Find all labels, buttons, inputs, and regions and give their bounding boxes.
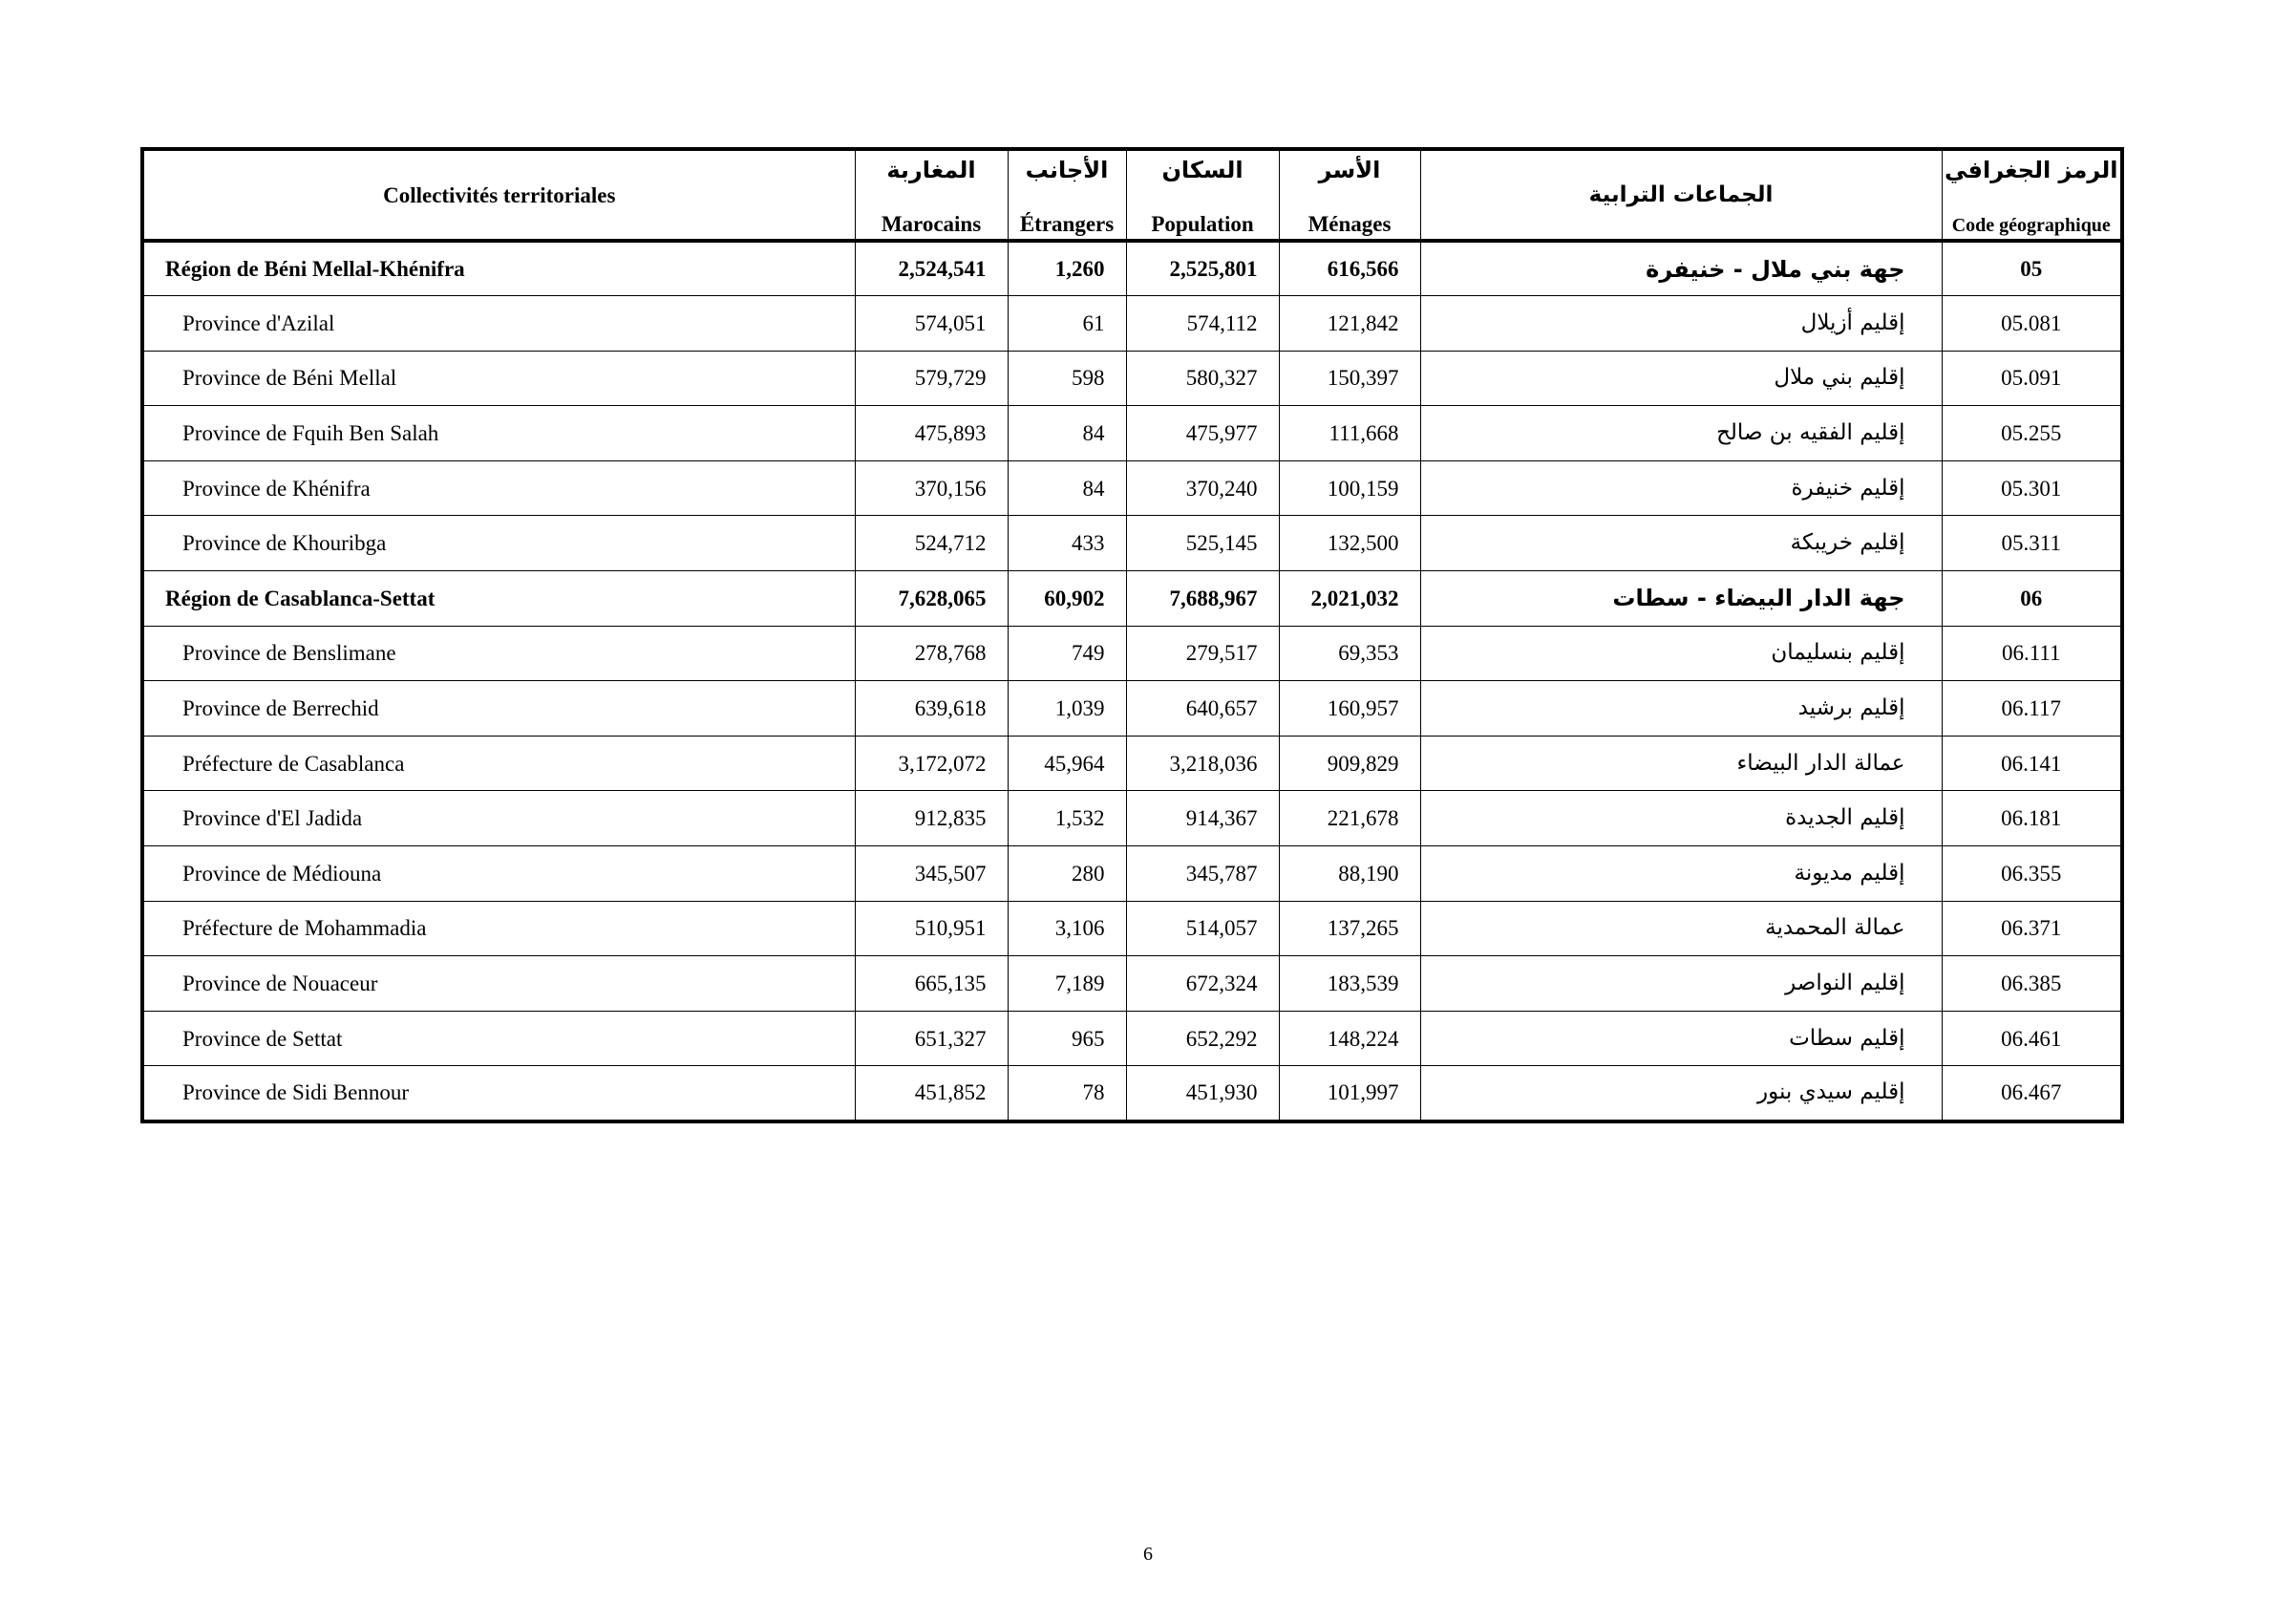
population-table xyxy=(140,147,2124,1123)
cell-marocains: 524,712 xyxy=(855,516,1008,571)
cell-name-ar: إقليم النواصر xyxy=(1420,956,1942,1012)
cell-name-ar: عمالة الدار البيضاء xyxy=(1420,736,1942,791)
cell-menages: 101,997 xyxy=(1279,1066,1420,1121)
header-menages-fr: Ménages xyxy=(1307,212,1392,236)
cell-menages: 69,353 xyxy=(1279,626,1420,681)
cell-code: 06.371 xyxy=(1942,901,2122,956)
cell-name-fr: Province de Berrechid xyxy=(142,681,855,737)
cell-code: 05.255 xyxy=(1942,406,2122,461)
table-row xyxy=(142,1011,2122,1066)
table-row xyxy=(142,296,2122,352)
table-row xyxy=(142,791,2122,846)
cell-population: 451,930 xyxy=(1126,1066,1279,1121)
cell-menages: 2,021,032 xyxy=(1279,571,1420,627)
cell-name-fr: Province de Khouribga xyxy=(142,516,855,571)
header-menages xyxy=(1279,149,1420,241)
cell-code: 06.141 xyxy=(1942,736,2122,791)
table-row xyxy=(142,406,2122,461)
cell-menages: 160,957 xyxy=(1279,681,1420,737)
table-row xyxy=(142,846,2122,902)
header-population-ar: السكان xyxy=(1161,157,1244,183)
cell-code: 05.091 xyxy=(1942,351,2122,406)
cell-menages: 111,668 xyxy=(1279,406,1420,461)
cell-marocains: 278,768 xyxy=(855,626,1008,681)
cell-marocains: 574,051 xyxy=(855,296,1008,352)
cell-etrangers: 78 xyxy=(1008,1066,1126,1121)
cell-name-ar: إقليم سيدي بنور xyxy=(1420,1066,1942,1121)
cell-name-fr: Province de Benslimane xyxy=(142,626,855,681)
cell-menages: 616,566 xyxy=(1279,241,1420,296)
cell-code: 06.355 xyxy=(1942,846,2122,902)
header-code xyxy=(1942,149,2122,241)
table-row xyxy=(142,681,2122,737)
cell-etrangers: 1,260 xyxy=(1008,241,1126,296)
header-etrangers-fr: Étrangers xyxy=(1019,212,1115,236)
cell-population: 3,218,036 xyxy=(1126,736,1279,791)
cell-etrangers: 60,902 xyxy=(1008,571,1126,627)
cell-marocains: 475,893 xyxy=(855,406,1008,461)
cell-marocains: 639,618 xyxy=(855,681,1008,737)
cell-name-ar: إقليم خريبكة xyxy=(1420,516,1942,571)
cell-code: 06.461 xyxy=(1942,1011,2122,1066)
cell-marocains: 912,835 xyxy=(855,791,1008,846)
cell-population: 279,517 xyxy=(1126,626,1279,681)
table-header xyxy=(142,149,2122,241)
cell-population: 652,292 xyxy=(1126,1011,1279,1066)
header-etrangers-ar: الأجانب xyxy=(1025,157,1109,183)
cell-name-fr: Région de Casablanca-Settat xyxy=(142,571,855,627)
cell-name-fr: Province de Nouaceur xyxy=(142,956,855,1012)
cell-name-fr: Région de Béni Mellal-Khénifra xyxy=(142,241,855,296)
cell-name-ar: إقليم سطات xyxy=(1420,1011,1942,1066)
cell-menages: 100,159 xyxy=(1279,460,1420,516)
cell-name-ar: جهة بني ملال - خنيفرة xyxy=(1420,241,1942,296)
cell-population: 345,787 xyxy=(1126,846,1279,902)
cell-code: 05.301 xyxy=(1942,460,2122,516)
cell-name-ar: إقليم بني ملال xyxy=(1420,351,1942,406)
header-code-fr: Code géographique xyxy=(1951,215,2111,236)
cell-name-ar: إقليم خنيفرة xyxy=(1420,460,1942,516)
cell-menages: 150,397 xyxy=(1279,351,1420,406)
cell-menages: 137,265 xyxy=(1279,901,1420,956)
header-marocains xyxy=(855,149,1008,241)
cell-menages: 121,842 xyxy=(1279,296,1420,352)
table-row xyxy=(142,351,2122,406)
header-marocains-ar: المغاربة xyxy=(886,157,976,183)
cell-name-fr: Province de Sidi Bennour xyxy=(142,1066,855,1121)
cell-name-fr: Province de Khénifra xyxy=(142,460,855,516)
cell-name-fr: Province de Settat xyxy=(142,1011,855,1066)
header-marocains-fr: Marocains xyxy=(881,212,982,236)
cell-name-fr: Province de Fquih Ben Salah xyxy=(142,406,855,461)
cell-name-ar: إقليم الفقيه بن صالح xyxy=(1420,406,1942,461)
table-row xyxy=(142,1066,2122,1121)
cell-etrangers: 749 xyxy=(1008,626,1126,681)
cell-name-ar: إقليم أزيلال xyxy=(1420,296,1942,352)
cell-etrangers: 84 xyxy=(1008,460,1126,516)
cell-population: 640,657 xyxy=(1126,681,1279,737)
cell-name-fr: Province d'El Jadida xyxy=(142,791,855,846)
cell-population: 7,688,967 xyxy=(1126,571,1279,627)
cell-code: 06.117 xyxy=(1942,681,2122,737)
cell-population: 914,367 xyxy=(1126,791,1279,846)
cell-etrangers: 7,189 xyxy=(1008,956,1126,1012)
cell-population: 672,324 xyxy=(1126,956,1279,1012)
header-collectivites-ar: الجماعات الترابية xyxy=(1420,149,1942,241)
cell-name-ar: جهة الدار البيضاء - سطات xyxy=(1420,571,1942,627)
cell-name-ar: إقليم برشيد xyxy=(1420,681,1942,737)
cell-menages: 909,829 xyxy=(1279,736,1420,791)
cell-etrangers: 3,106 xyxy=(1008,901,1126,956)
cell-name-ar: إقليم مديونة xyxy=(1420,846,1942,902)
cell-menages: 88,190 xyxy=(1279,846,1420,902)
cell-marocains: 345,507 xyxy=(855,846,1008,902)
header-collectivites: Collectivités territoriales xyxy=(142,149,855,241)
cell-marocains: 579,729 xyxy=(855,351,1008,406)
cell-marocains: 3,172,072 xyxy=(855,736,1008,791)
cell-etrangers: 598 xyxy=(1008,351,1126,406)
header-population xyxy=(1126,149,1279,241)
cell-code: 06 xyxy=(1942,571,2122,627)
cell-etrangers: 84 xyxy=(1008,406,1126,461)
cell-population: 475,977 xyxy=(1126,406,1279,461)
cell-marocains: 651,327 xyxy=(855,1011,1008,1066)
cell-menages: 221,678 xyxy=(1279,791,1420,846)
cell-code: 06.181 xyxy=(1942,791,2122,846)
cell-etrangers: 1,532 xyxy=(1008,791,1126,846)
cell-menages: 132,500 xyxy=(1279,516,1420,571)
cell-population: 525,145 xyxy=(1126,516,1279,571)
region-row xyxy=(142,571,2122,627)
cell-code: 06.467 xyxy=(1942,1066,2122,1121)
cell-marocains: 7,628,065 xyxy=(855,571,1008,627)
cell-etrangers: 61 xyxy=(1008,296,1126,352)
table-row xyxy=(142,460,2122,516)
cell-etrangers: 965 xyxy=(1008,1011,1126,1066)
cell-population: 514,057 xyxy=(1126,901,1279,956)
cell-menages: 148,224 xyxy=(1279,1011,1420,1066)
cell-etrangers: 280 xyxy=(1008,846,1126,902)
cell-code: 05.081 xyxy=(1942,296,2122,352)
cell-etrangers: 45,964 xyxy=(1008,736,1126,791)
cell-marocains: 370,156 xyxy=(855,460,1008,516)
cell-etrangers: 433 xyxy=(1008,516,1126,571)
cell-name-ar: إقليم الجديدة xyxy=(1420,791,1942,846)
cell-population: 574,112 xyxy=(1126,296,1279,352)
cell-code: 06.111 xyxy=(1942,626,2122,681)
page-number: 6 xyxy=(1143,1544,1153,1565)
cell-marocains: 665,135 xyxy=(855,956,1008,1012)
cell-code: 05 xyxy=(1942,241,2122,296)
cell-population: 580,327 xyxy=(1126,351,1279,406)
region-row xyxy=(142,241,2122,296)
header-menages-ar: الأسر xyxy=(1318,157,1381,183)
cell-marocains: 2,524,541 xyxy=(855,241,1008,296)
table-row xyxy=(142,901,2122,956)
cell-name-fr: Préfecture de Mohammadia xyxy=(142,901,855,956)
cell-population: 2,525,801 xyxy=(1126,241,1279,296)
table-row xyxy=(142,516,2122,571)
cell-name-ar: إقليم بنسليمان xyxy=(1420,626,1942,681)
cell-name-fr: Province de Béni Mellal xyxy=(142,351,855,406)
cell-name-fr: Province d'Azilal xyxy=(142,296,855,352)
cell-name-ar: عمالة المحمدية xyxy=(1420,901,1942,956)
cell-code: 06.385 xyxy=(1942,956,2122,1012)
header-etrangers xyxy=(1008,149,1126,241)
table-row xyxy=(142,626,2122,681)
cell-code: 05.311 xyxy=(1942,516,2122,571)
cell-name-fr: Province de Médiouna xyxy=(142,846,855,902)
header-population-fr: Population xyxy=(1151,212,1254,236)
table-row xyxy=(142,956,2122,1012)
table-row xyxy=(142,736,2122,791)
cell-marocains: 510,951 xyxy=(855,901,1008,956)
cell-name-fr: Préfecture de Casablanca xyxy=(142,736,855,791)
cell-etrangers: 1,039 xyxy=(1008,681,1126,737)
table-body xyxy=(142,241,2122,1121)
header-code-ar: الرمز الجغرافي xyxy=(1944,157,2118,183)
cell-population: 370,240 xyxy=(1126,460,1279,516)
cell-marocains: 451,852 xyxy=(855,1066,1008,1121)
cell-menages: 183,539 xyxy=(1279,956,1420,1012)
